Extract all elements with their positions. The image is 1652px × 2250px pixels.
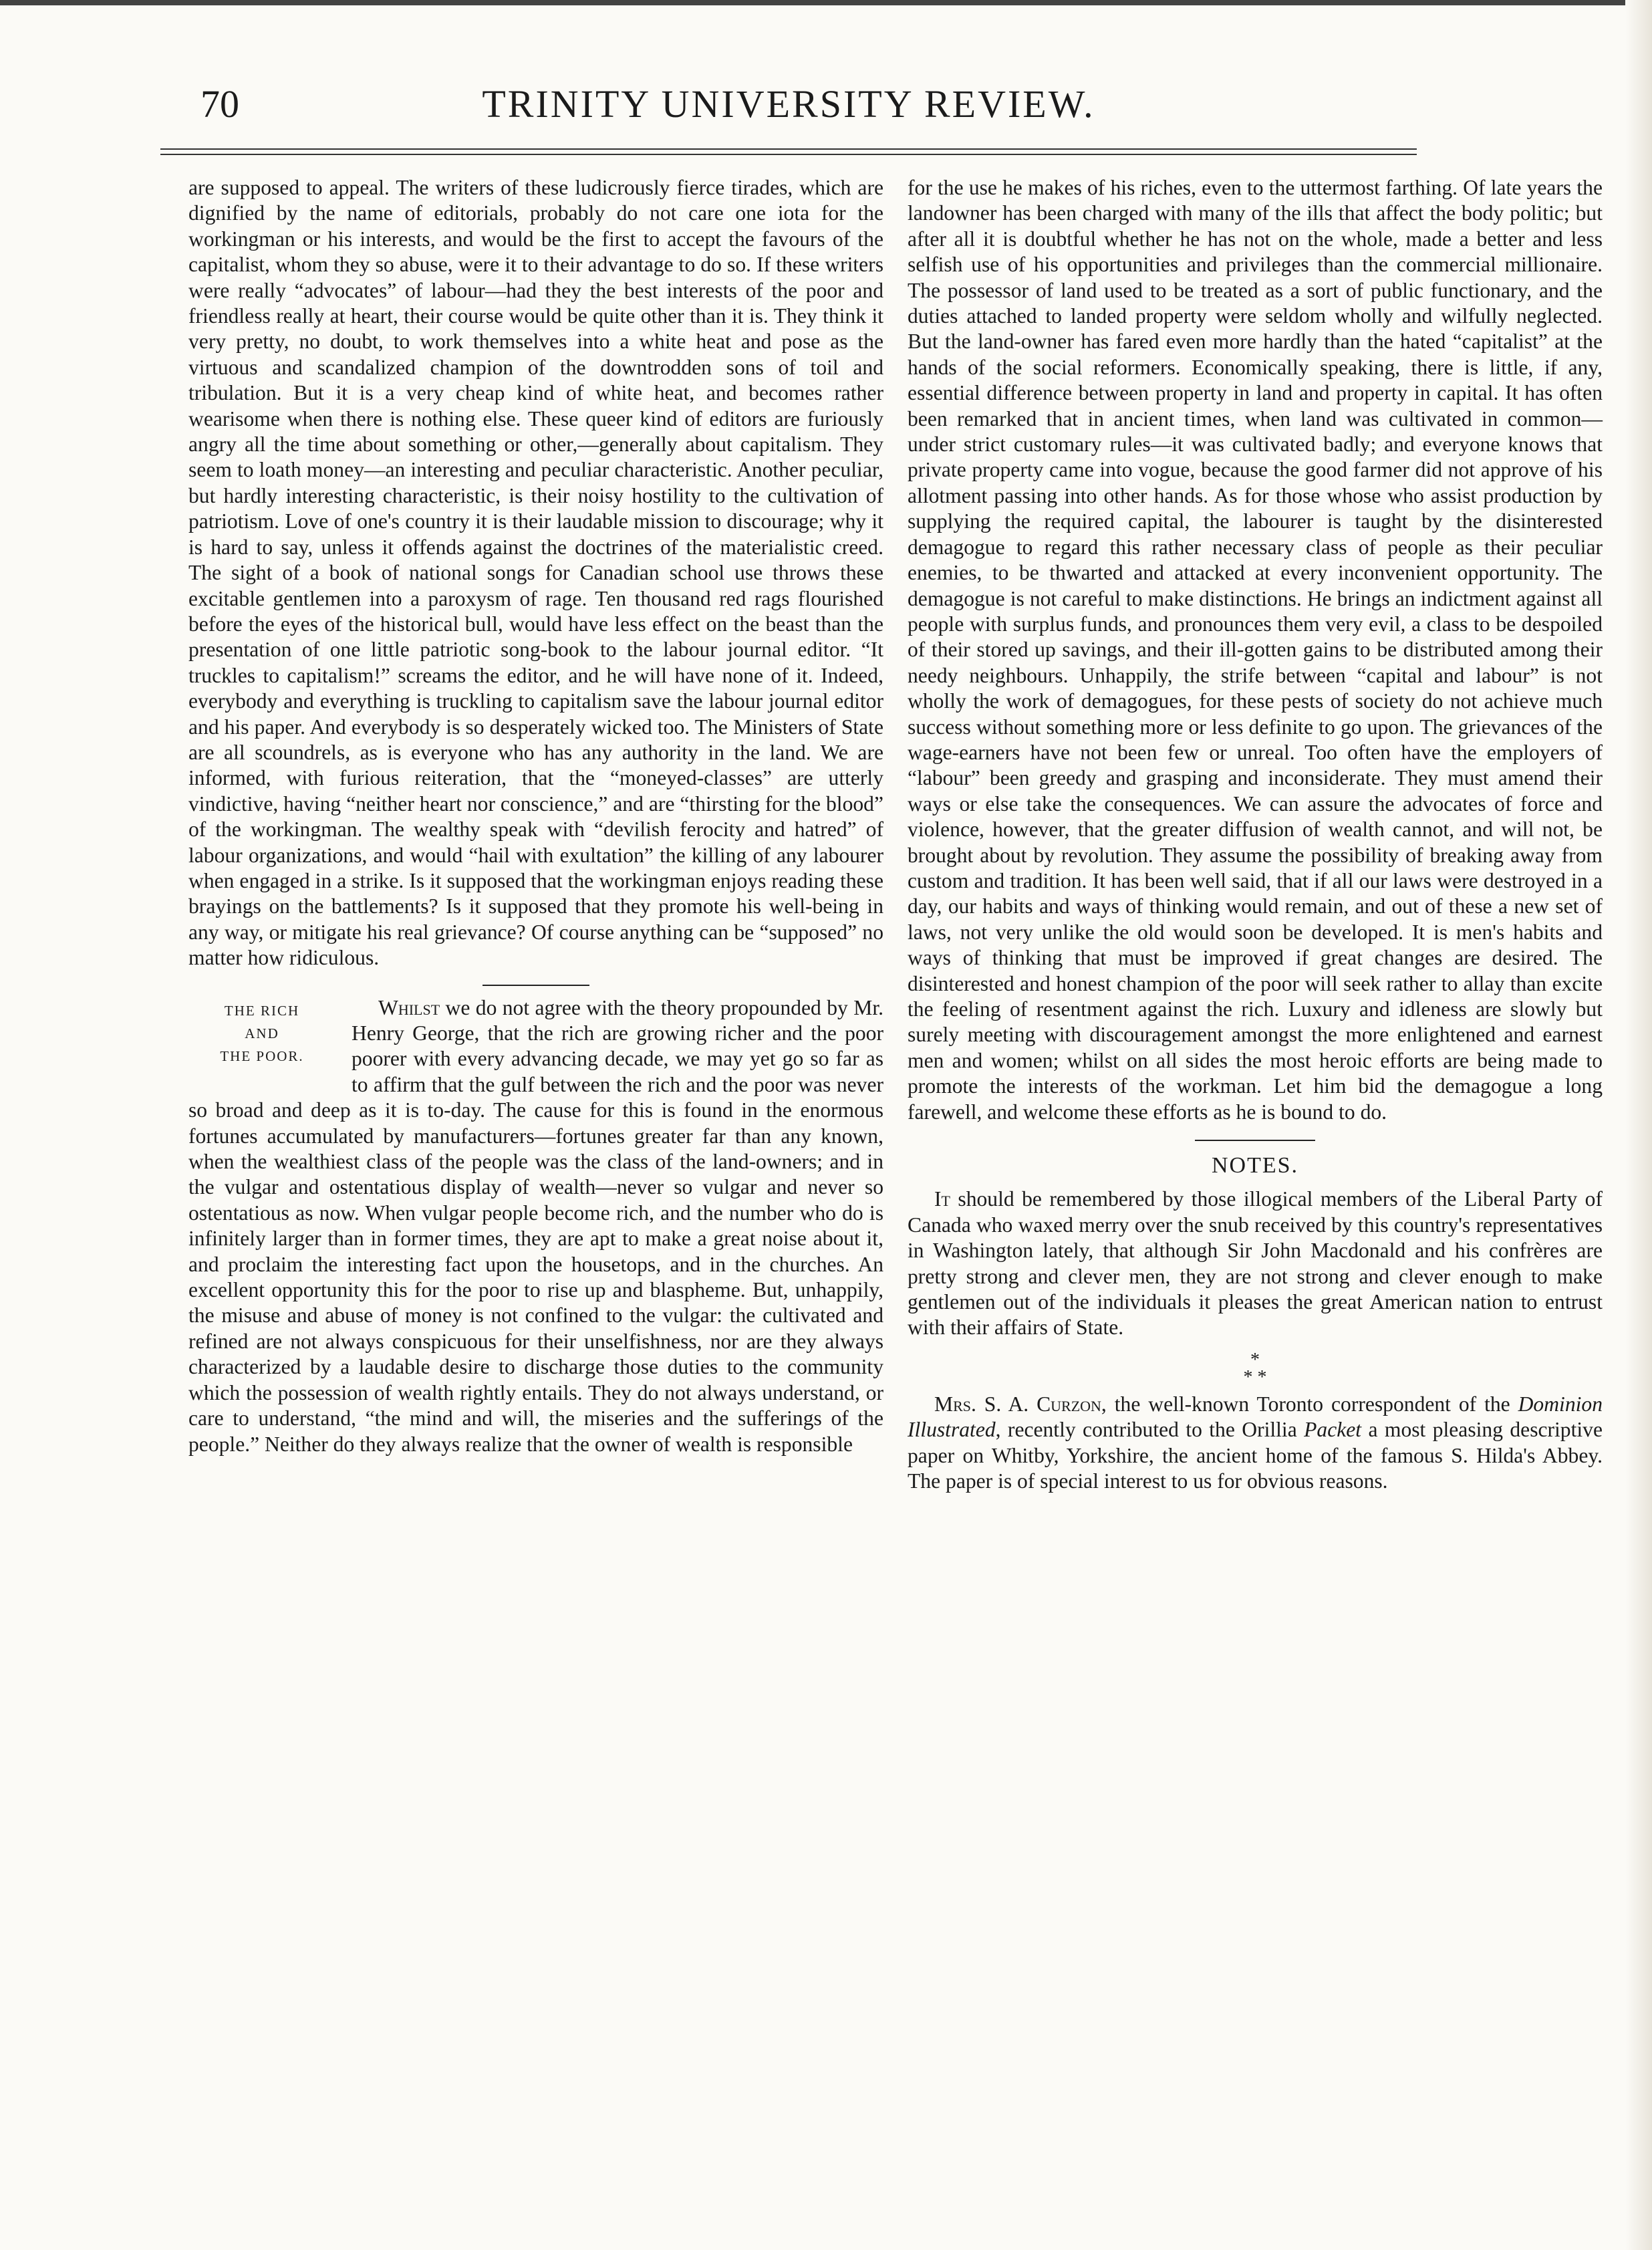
adjacent-page-edge [1625,0,1652,2250]
paragraph-body: the well-known Toronto correspondent of the [1106,1392,1518,1416]
paragraph-body: should be remembered by those illogical members of the Liberal Party of Canada who waxed merry over the snub received by this country's representatives in Washington lately, that although Sir John Macdonald and his confrères are pretty strong and clever men, they are not strong and clever enough to make gentlemen out of the individuals it pleases the great American nation to entrust with their affairs of State. [908,1187,1603,1340]
left-column [188,175,883,1457]
section-sidehead [188,999,335,1068]
paragraph-body: a most pleasing descriptive paper on Whitby, Yorkshire, the ancient home of the famous S. Hilda's Abbey. The paper is of special interest to us for obvious reasons. [908,1418,1603,1493]
asterism-top: * [1250,1349,1260,1370]
running-title: TRINITY UNIVERSITY REVIEW. [482,82,1095,126]
sidehead-line: THE POOR. [220,1047,304,1064]
page-header [160,82,1417,142]
notes-heading: NOTES. [1211,1153,1299,1178]
publication-title: Dominion Illustrated [908,1392,1603,1442]
header-rule-top [160,148,1417,150]
publication-title: Packet [1304,1418,1362,1442]
note-paragraph [908,1392,1603,1495]
section-divider [483,985,589,986]
continued-paragraph: for the use he makes of his riches, even to the uttermost farthing. Of late years the landowner has been charged with many of the ills that affect the body politic; but after all it is doubtful whether he has not on the whole, made a better and less selfish use of his opportunities and privileges than the commercial millionaire. The possessor of land used to be treated as a sort of public functionary, and the duties attached to landed property were seldom wholly and wilfully neglected. But the land-owner has fared even more hardly than the hated “capitalist” at the hands of the social reformers. Economically speaking, there is little, if any, essential difference between property in land and property in capital. It has often been remarked that in ancient times, when land was cultivated in common—under strict customary rules—it was cultivated badly; and everyone knows that private property came into vogue, because the good farmer did not approve of his allotment passing into other hands. As for those whose who assist production by supplying the required capital, the labourer is taught by the disinterested demagogue to regard this rather necessary class of people as their peculiar enemies, to be thwarted and attacked at every inconvenient opportunity. The demagogue is not careful to make distinctions. He brings an indictment against all people with surplus funds, and pronounces them very evil, a class to be despoiled of their stored up savings, and their ill-gotten gains to be distributed among their needy neighbours. Unhappily, the strife between “capital and labour” is not wholly the work of demagogues, for these pests of society do not achieve much success without something more or less definite to go upon. The grievances of the wage-earners have not been few or unreal. Too often have the employers of “labour” been greedy and grasping and inconsiderate. They must amend their ways or else take the consequences. We can assure the advocates of force and violence, however, that the greater diffusion of wealth cannot, and will not, be brought about by revolution. They assume the possibility of breaking away from custom and tradition. It has been well said, that if all our laws were destroyed in a day, our habits and ways of thinking would remain, and out of these a new set of laws, not very unlike the old would soon be developed. It is men's habits and ways of thinking that must be improved if great changes are desired. The disinterested and honest champion of the poor will seek rather to allay than excite the feeling of resentment against the rich. Luxury and idleness are slowly but surely meeting with discouragement amongst the more enlightened and earnest men and women; whilst on all sides the most heroic efforts are being made to promote the interests of the workman. Let him bid the demagogue a long farewell, and welcome these efforts as he is bound to do. [908,176,1603,1124]
paragraph-lead-name: Mrs. S. A. Curzon, [934,1392,1107,1416]
note-paragraph [908,1186,1603,1340]
sidehead-line: AND [245,1025,279,1041]
paragraph-body: we do not agree with the theory propounded by Mr. Henry George, that the rich are growing richer and the poor poorer with every advancing decade, we may yet go so far as to affirm that the gulf between the rich and the poor was never so broad and deep as it is to-day. The cause for this is found in the enormous fortunes accumulated by manufacturers—fortunes greater far than any known, when the wealthiest class of the people was the class of the land-owners; and in the vulgar and ostentatious display of wealth—never so vulgar and never so ostentatious as now. When vulgar people become rich, and the number who do is infinitely larger than in former times, they are apt to make a great noise about it, and proclaim the interesting fact upon the housetops, and in the churches. An excellent opportunity this for the poor to rise up and blaspheme. But, unhappily, the misuse and abuse of money is not confined to the vulgar: the cultivated and refined are not always conspicuous for their unselfishness, nor are they always characterized by a laudable desire to discharge those duties to the community which the possession of wealth rightly entails. They do not always understand, or care to understand, “the mind and will, the miseries and the sufferings of the people.” Neither do they always realize that the owner of wealth is responsible [188,995,883,1456]
asterism-bottom: * * [1243,1366,1267,1388]
right-column [908,175,1603,1495]
continued-paragraph: are supposed to appeal. The writers of these ludicrously fierce tirades, which are dignified by the name of editorials, probably do not care one iota for the workingman or his interests, and would be the first to accept the favours of the capitalist, whom they so abuse, were it to their advantage to do so. If these writers were really “advocates” of labour—had they the best interests of the poor and friendless really at heart, their course would be quite other than it is. They think it very pretty, no doubt, to work themselves into a white heat and pose as the virtuous and scandalized champion of the downtrodden sons of toil and tribulation. But it is a very cheap kind of white heat, and becomes rather wearisome when there is nothing else. These queer kind of editors are furiously angry all the time about something or other,—generally about capitalism. They seem to loath money—an interesting and peculiar characteristic. Another peculiar, but hardly interesting characteristic, is their noisy hostility to the cultivation of patriotism. Love of one's country it is their laudable mission to discourage; why it is hard to say, unless it offends against the doctrines of the materialistic creed. The sight of a book of national songs for Canadian school use throws these excitable gentlemen into a paroxysm of rage. Ten thousand red rags flourished before the eyes of the historical bull, would have less effect on the beast than the presentation of one little patriotic song-book to the labour journal editor. “It truckles to capitalism!” screams the editor, and he will have none of it. Indeed, everybody and everything is truckling to capitalism save the labour journal editor and his paper. And everybody is so desperately wicked too. The Ministers of State are all scoundrels, as is everyone who has any authority in the land. We are informed, with furious reiteration, that the “moneyed-classes” are utterly vindictive, having “neither heart nor conscience,” and are “thirsting for the blood” of the workingman. The wealthy speak with “devilish ferocity and hatred” of labour organizations, and would “hail with exultation” the killing of any labourer when engaged in a strike. Is it supposed that the workingman enjoys reading these brayings on the battlements? Is it supposed that they promote his well-being in any way, or mitigate his real grievance? Of course anything can be “supposed” no matter how ridiculous. [188,176,883,970]
header-rule-bottom [160,154,1417,155]
asterism-divider [908,1349,1603,1388]
sidehead-line: THE RICH [224,1002,300,1019]
section-divider [1195,1140,1315,1141]
page-number: 70 [200,82,239,126]
paragraph-lead-word: It [934,1187,950,1211]
page-top-edge [0,0,1652,5]
paragraph-body: , recently contributed to the Orillia [995,1418,1304,1442]
paragraph-lead-word: Whilst [378,995,440,1019]
